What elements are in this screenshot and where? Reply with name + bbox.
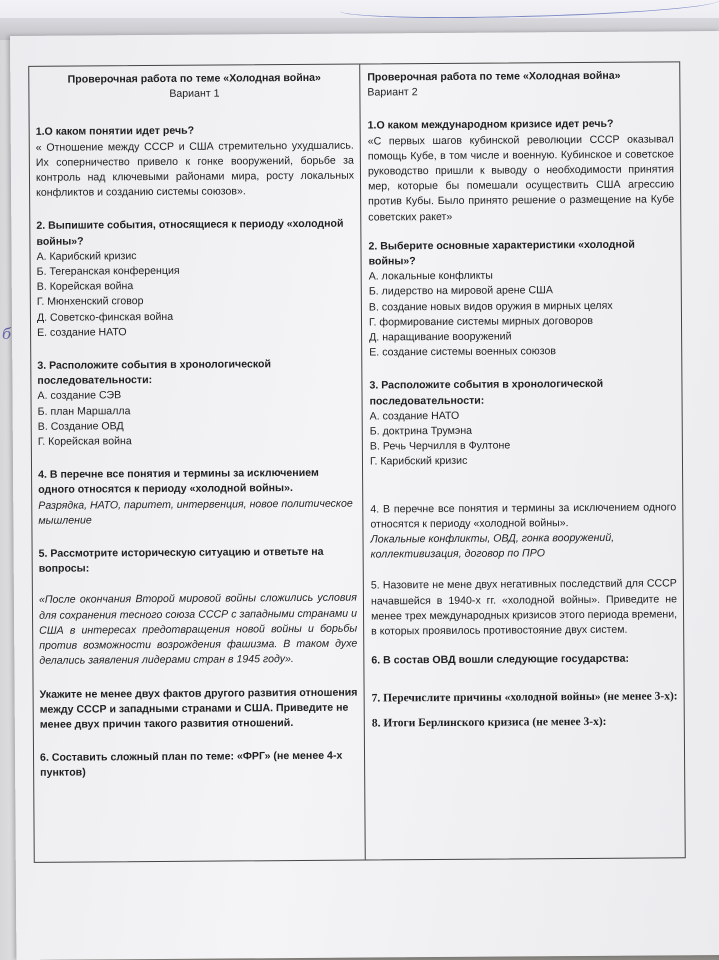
v1-q2-option: В. Корейская война	[36, 280, 134, 294]
variant-2-column	[367, 68, 678, 731]
v2-q3-title: 3. Расположите события в хронологической последовательности:	[369, 378, 604, 408]
v1-q5-quote: «После окончания Второй мировой войны сложились условия для сохранения тесного союза СССР с западными странами и США в интересах предотвращения новой войны и борьбы против возможности возрождения фашизма. В таком духе делались заявления лидерами стран в 1945 году».	[38, 592, 358, 668]
v2-q1-title: 1.О каком международном кризисе идет речь?	[367, 118, 614, 132]
v2-q3-option: А. создание НАТО	[369, 409, 460, 423]
test-table	[28, 61, 686, 863]
variant-2-label: Вариант 2	[367, 86, 418, 99]
v1-q2-option: Г. Мюнхенский сговор	[36, 295, 144, 309]
variant-1-column	[35, 71, 358, 782]
v2-q6-title: 6. В состав ОВД вошли следующие государства:	[371, 652, 630, 667]
margin-handwritten-mark: б	[2, 325, 12, 343]
v1-q2-option: А. Карибский кризис	[36, 249, 137, 263]
v1-q3-options	[37, 387, 355, 450]
v2-q4-terms: Локальные конфликты, ОВД, гонка вооружений, коллективизация, договор по ПРО	[370, 531, 615, 561]
v2-q1-text: «С первых шагов кубинской революции СССР оказывал помощь Кубе, в том числе и военную. Кубинское и советское руководство пришли к выводу о необходимости принятия мер, которые бы помешали осуществить США агрессию против Кубы. Было принято решение о размещение на Кубе советских ракет»	[367, 132, 675, 224]
v2-q3-options	[370, 407, 676, 470]
v2-q2-option: В. создание новых видов оружия в мирных целях	[368, 299, 613, 314]
v2-q2-option: Б. лидерство на мировой арене США	[368, 284, 553, 298]
v1-q4-terms: Разрядка, НАТО, паритет, интервенция, новое политическое мышление	[38, 497, 353, 527]
v1-q2-option: Е. создание НАТО	[37, 326, 127, 339]
v1-q2-options	[36, 247, 355, 340]
v1-q5-task: Укажите не менее двух фактов другого развития отношения между СССР и западными странами и США. Приведите не менее двух причин такого развития отношений.	[39, 686, 358, 731]
variant-1-label: Вариант 1	[169, 87, 220, 101]
test-paper	[10, 31, 719, 960]
column-divider	[359, 65, 366, 860]
v1-q1-text: « Отношение между СССР и США стремительно ухудшались. Их соперничество привело к гонке вооружений, борьбе за контроль над ключевыми районами мира, росту локальных конфликтов и созданию системы союзов».	[35, 139, 355, 200]
v2-q2-option: Е. создание системы военных союзов	[369, 345, 557, 359]
v2-q2-title: 2. Выберите основные характеристики «холодной войны»?	[368, 238, 635, 268]
variant-2-title: Проверочная работа по теме «Холодная война»	[367, 69, 621, 84]
v2-q2-options	[369, 268, 676, 361]
v1-q6-title: 6. Составить сложный план по теме: «ФРГ» (не менее 4-х пунктов)	[39, 749, 343, 780]
v1-q1-title: 1.О каком понятии идет речь?	[35, 125, 195, 139]
v2-q4-title: 4. В перечне все понятия и термины за исключением одного относятся к периоду «холодной войны».	[370, 501, 677, 531]
variant-1-title: Проверочная работа по теме «Холодная война»	[67, 71, 321, 86]
v2-q3-option: В. Речь Черчилля в Фултоне	[369, 439, 511, 453]
v2-q2-option: Д. наращивание вооружений	[369, 330, 512, 344]
v1-q2-option: Д. Советско-финская война	[36, 310, 174, 324]
v1-q3-title: 3. Расположите события в хронологической последовательности:	[37, 358, 272, 388]
v1-q5-title: 5. Рассмотрите историческую ситуацию и ответьте на вопросы:	[38, 545, 324, 576]
v2-q3-option: Г. Карибский кризис	[369, 455, 468, 468]
v2-q3-option: Б. доктрина Трумэна	[369, 424, 473, 438]
v1-q3-option: Г. Корейская война	[37, 435, 132, 448]
v1-q3-option: Б. план Маршалла	[37, 404, 131, 418]
v2-q5-title: 5. Назовите не мене двух негативных последствий для СССР начавшейся в 1940-х гг. «холодной войны». Приведите не менее трех международных кризисов этого периода времени, в которых проявилось противостояние двух систем.	[370, 577, 678, 638]
v1-q2-option: Б. Тегеранская конференция	[36, 264, 180, 278]
v1-q4-title: 4. В перечне все понятия и термины за исключением одного относятся к периоду «холодной войны».	[38, 467, 319, 497]
v2-q8-title: 8. Итоги Берлинского кризиса (не менее 3-х):	[371, 715, 607, 730]
v2-q7-title: 7. Перечислите причины «холодной войны» (не менее 3-х):	[371, 689, 678, 704]
v1-q3-option: А. создание СЭВ	[37, 389, 122, 403]
v1-q2-title: 2. Выпишите события, относящиеся к периоду «холодной войны»?	[36, 218, 344, 248]
v2-q2-option: Г. формирование системы мирных договоров	[368, 314, 594, 329]
v2-q2-option: А. локальные конфликты	[368, 269, 493, 283]
v1-q3-option: В. Создание ОВД	[37, 420, 124, 433]
